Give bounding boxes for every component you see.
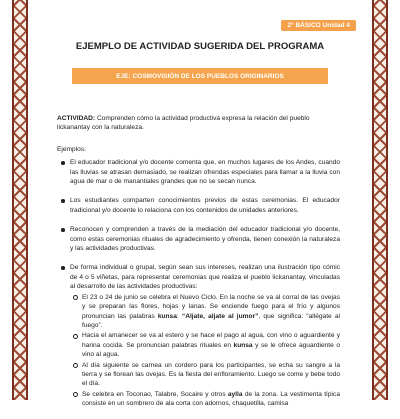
examples-list: [57, 158, 340, 408]
ceremony-sublist: [70, 293, 340, 409]
example-text: De forma individual o grupal, según sean sus intereses, realizan una ilustración tipo cómic de 4 o 5 viñetas, para representar ceremonias que realiza el pueblo lickanantay, vinculadas al desarrollo de las actividades productivas:: [70, 264, 340, 291]
sub-item: [70, 390, 340, 409]
sub-text: Hacia el amanecer se va al estero y se hace el pago al agua, con vino o aguardiente y harina cocida. Se pronuncian palabras rituales en: [82, 332, 340, 349]
activity-label: ACTIVIDAD:: [57, 115, 96, 122]
activity-paragraph: [57, 114, 340, 133]
kunsa-term: kunsa: [233, 341, 253, 349]
kunsa-term: kunsa: [157, 312, 177, 320]
aylla-term: aylla: [227, 390, 243, 398]
example-item: Los estudiantes comparten conocimientos previos de estas ceremonias. El educador tradicional y/o docente lo relaciona con los contenidos de unidades anteriores.: [57, 196, 340, 215]
sub-text: y se le ofrece aguardiente o vino al agua.: [82, 341, 340, 359]
example-item: Reconocen y comprenden a través de la mediación del educador tradicional y/o docente, como estas ceremonias rituales de agradecimiento y ofrenda, tienen conexión la naturaleza y las actividades productivas.: [57, 225, 340, 253]
sub-item: [70, 331, 340, 359]
sub-item: [70, 293, 340, 331]
document-body: [57, 114, 340, 419]
decorative-border-left: [12, 0, 28, 400]
sub-text: Se celebra en Toconao, Talabre, Socaire y otros: [82, 390, 228, 398]
ritual-phrase: “Aljate, aljate al jumor”: [181, 312, 259, 320]
sub-text: :: [176, 312, 182, 320]
sub-text: El 23 o 24 de junio se celebra el Nuevo Ciclo. En la noche se va al corral de las ovejas y se preparan las flores, hojas y lanas. Se enciende fuego para el frío y algunos pronuncian las palabras: [82, 293, 340, 320]
examples-heading: Ejemplos:: [57, 145, 86, 153]
decorative-border-right: [372, 0, 388, 400]
sub-text: , que significa: “allégate al fuego”.: [82, 312, 340, 329]
eje-banner: EJE: COSMOVISIÓN DE LOS PUEBLOS ORIGINARIOS: [72, 68, 328, 84]
example-item: [57, 263, 340, 408]
sub-text: de la zona. La vestimenta típica consiste en un sombrero de ala corta con adornos, chaquetilla, camisa: [82, 390, 340, 408]
activity-text: Comprenden cómo la actividad productiva expresa la relación del pueblo lickanantay con la naturaleza.: [57, 115, 310, 132]
page-title: EJEMPLO DE ACTIVIDAD SUGERIDA DEL PROGRAMA: [75, 41, 325, 52]
example-item: El educador tradicional y/o docente comenta que, en muchos lugares de los Andes, cuando las lluvias se atrasan demasiado, se realizan ofrendas especiales para llamar a la lluvia con agua de mar o de manantiales grandes que no se secan nunca.: [57, 158, 340, 186]
grade-unit-badge: 2° BÁSICO Unidad 4: [281, 20, 356, 31]
sub-item: Al día siguiente se carnea un cordero para los participantes, se echa su sangre a la tierra y se florean las ovejas. Es la fiesta del enfloramiento. Luego se come y bebe todo el día.: [70, 361, 340, 389]
